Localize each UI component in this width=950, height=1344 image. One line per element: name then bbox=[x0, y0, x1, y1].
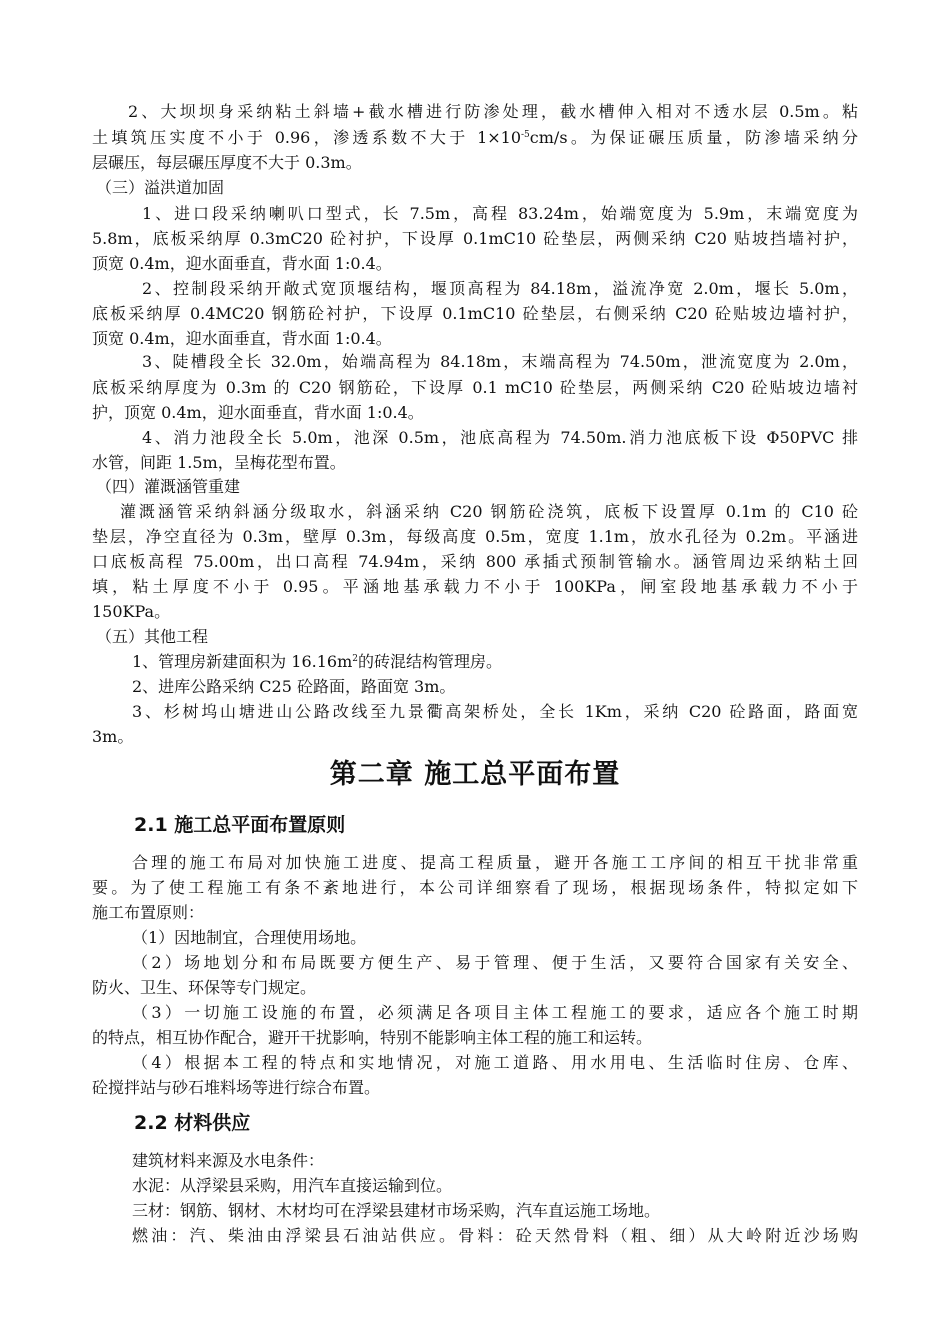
paragraph-line: 三材：钢筋、钢材、木材均可在浮梁县建材市场采购，汽车直运施工场地。 bbox=[132, 1201, 661, 1220]
paragraph-line: 水管，间距 1.5m，呈梅花型布置。 bbox=[92, 453, 346, 472]
paragraph-line: 底板采纳厚 0.4MC20 钢筋砼衬护，下设厚 0.1mC10 砼垫层，右侧采纳 C20 砼贴坡边墙衬护， bbox=[92, 304, 858, 323]
principle-item: （3）一切施工设施的布置，必须满足各项目主体工程施工的要求，适应各个施工时期 bbox=[132, 1003, 858, 1022]
paragraph-line: 底板采纳厚度为 0.3m 的 C20 钢筋砼，下设厚 0.1 mC10 砼垫层，两侧采纳 C20 砼贴坡边墙衬 bbox=[92, 378, 858, 397]
principle-item: （4）根据本工程的特点和实地情况，对施工道路、用水用电、生活临时住房、仓库、 bbox=[132, 1053, 858, 1072]
paragraph-line: 口底板高程 75.00m，出口高程 74.94m，采纳 800 承插式预制管输水。涵管周边采纳粘土回 bbox=[92, 552, 858, 571]
superscript: -5 bbox=[521, 130, 530, 140]
text-fragment: 的砖混结构管理房。 bbox=[357, 652, 502, 671]
paragraph-line: 水泥：从浮梁县采购，用汽车直接运输到位。 bbox=[132, 1176, 453, 1195]
list-item bbox=[132, 651, 858, 673]
paragraph-line bbox=[92, 127, 858, 149]
paragraph-line: 5.8m，底板采纳厚 0.3mC20 砼衬护，下设厚 0.1mC10 砼垫层，两侧采纳 C20 贴坡挡墙衬护， bbox=[92, 229, 858, 248]
text-fragment: cm/s。为保证碾压质量，防渗墙采纳分 bbox=[529, 128, 858, 147]
chapter-title: 第二章 施工总平面布置 bbox=[329, 759, 621, 790]
principle-item: （2）场地划分和布局既要方便生产、易于管理、便于生活，又要符合国家有关安全、 bbox=[132, 953, 858, 972]
paragraph-line: 垫层，净空直径为 0.3m，壁厚 0.3m，每级高度 0.5m，宽度 1.1m，放水孔径为 0.2m。平涵进 bbox=[92, 527, 858, 546]
superscript: 2 bbox=[352, 654, 358, 664]
paragraph-line: 4、消力池段全长 5.0m，池深 0.5m，池底高程为 74.50m.消力池底板下设 Φ50PVC 排 bbox=[142, 428, 858, 447]
paragraph-line: 150KPa。 bbox=[92, 602, 171, 621]
paragraph-line: 防火、卫生、环保等专门规定。 bbox=[92, 978, 317, 997]
paragraph-line: 1、进口段采纳喇叭口型式，长 7.5m，高程 83.24m，始端宽度为 5.9m，末端宽度为 bbox=[142, 204, 858, 223]
list-item: 3、杉树坞山塘进山公路改线至九景衢高架桥处，全长 1Km，采纳 C20 砼路面，路面宽 bbox=[132, 702, 858, 721]
paragraph-line: 施工布置原则： bbox=[92, 903, 205, 922]
section-heading: （四）灌溉涵管重建 bbox=[96, 477, 241, 496]
paragraph-line: 3m。 bbox=[92, 727, 134, 746]
paragraph-line: 护，顶宽 0.4m，迎水面垂直，背水面 1:0.4。 bbox=[92, 403, 424, 422]
paragraph-line: 灌溉涵管采纳斜涵分级取水，斜涵采纳 C20 钢筋砼浇筑，底板下设置厚 0.1m 的 C10 砼 bbox=[120, 502, 858, 521]
list-item: 2、进库公路采纳 C25 砼路面，路面宽 3m。 bbox=[132, 677, 456, 696]
paragraph-line: 顶宽 0.4m，迎水面垂直，背水面 1:0.4。 bbox=[92, 329, 392, 348]
paragraph-line: 燃油：汽、柴油由浮梁县石油站供应。骨料：砼天然骨料（粗、细）从大岭附近沙场购 bbox=[132, 1226, 858, 1245]
text-fragment: 土填筑压实度不小于 0.96，渗透系数不大于 1×10 bbox=[92, 128, 522, 147]
paragraph-line: 合理的施工布局对加快施工进度、提高工程质量，避开各施工工序间的相互干扰非常重 bbox=[132, 853, 858, 872]
section-heading: （五）其他工程 bbox=[96, 627, 209, 646]
paragraph-line: 2、控制段采纳开敞式宽顶堰结构，堰顶高程为 84.18m，溢流净宽 2.0m，堰长 5.0m， bbox=[142, 279, 858, 298]
paragraph-line: 填，粘土厚度不小于 0.95。平涵地基承载力不小于 100KPa，闸室段地基承载力不小于 bbox=[92, 577, 858, 596]
paragraph-line: 要。为了使工程施工有条不紊地进行，本公司详细察看了现场，根据现场条件，特拟定如下 bbox=[92, 878, 858, 897]
paragraph-line: 2、大坝坝身采纳粘土斜墙+截水槽进行防渗处理，截水槽伸入相对不透水层 0.5m。粘 bbox=[128, 102, 858, 121]
paragraph-line: 建筑材料来源及水电条件： bbox=[132, 1151, 325, 1170]
section-heading: （三）溢洪道加固 bbox=[96, 178, 225, 197]
section-heading-2-1: 2.1 施工总平面布置原则 bbox=[134, 814, 346, 836]
paragraph-line: 砼搅拌站与砂石堆料场等进行综合布置。 bbox=[92, 1078, 381, 1097]
section-heading-2-2: 2.2 材料供应 bbox=[134, 1112, 251, 1134]
paragraph-line: 的特点，相互协作配合，避开干扰影响，特别不能影响主体工程的施工和运转。 bbox=[92, 1028, 653, 1047]
text-fragment: 1、管理房新建面积为 16.16m bbox=[132, 652, 353, 671]
principle-item: （1）因地制宜，合理使用场地。 bbox=[132, 928, 367, 947]
paragraph-line: 3、陡槽段全长 32.0m，始端高程为 84.18m，末端高程为 74.50m，泄流宽度为 2.0m， bbox=[142, 352, 858, 371]
paragraph-line: 层碾压，每层碾压厚度不大于 0.3m。 bbox=[92, 153, 362, 172]
paragraph-line: 顶宽 0.4m，迎水面垂直，背水面 1:0.4。 bbox=[92, 254, 392, 273]
